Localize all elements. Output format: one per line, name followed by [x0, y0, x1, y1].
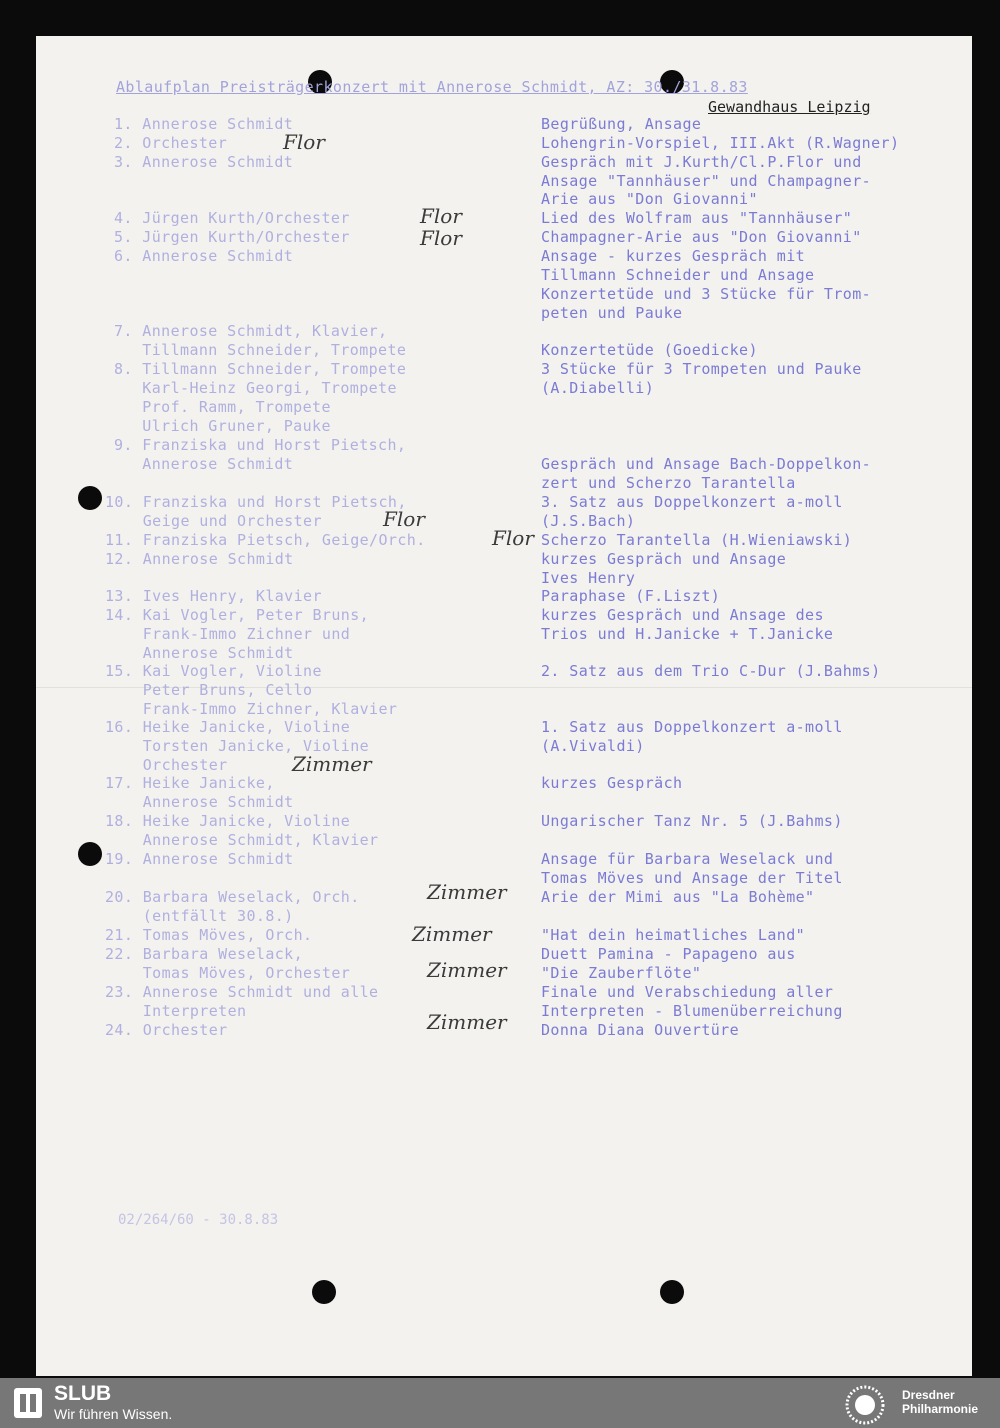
left-line: 14. Kai Vogler, Peter Bruns, — [105, 606, 370, 624]
punch-hole — [78, 842, 102, 866]
right-line: peten und Pauke — [541, 304, 683, 322]
left-line: Orchester — [105, 756, 228, 774]
right-line: Lohengrin-Vorspiel, III.Akt (R.Wagner) — [541, 134, 900, 152]
left-line: (entfällt 30.8.) — [105, 907, 294, 925]
slub-logo-icon — [12, 1386, 44, 1420]
dresdner-philharmonie-logo-icon — [842, 1382, 888, 1428]
right-line: Finale und Verabschiedung aller — [541, 983, 834, 1001]
handwritten-note: Flor — [383, 507, 425, 531]
right-line: Gespräch und Ansage Bach-Doppelkon- — [541, 455, 872, 473]
venue-stamp: Gewandhaus Leipzig — [708, 98, 871, 116]
right-line: Gespräch mit J.Kurth/Cl.P.Flor und — [541, 153, 862, 171]
right-line: Duett Pamina - Papageno aus — [541, 945, 796, 963]
dresdner-philharmonie-name — [902, 1388, 978, 1416]
left-line: Frank-Immo Zichner, Klavier — [105, 700, 398, 718]
left-line: 7. Annerose Schmidt, Klavier, — [114, 322, 388, 340]
left-line: Torsten Janicke, Violine — [105, 737, 370, 755]
handwritten-note: Flor — [492, 526, 534, 550]
right-line: zert und Scherzo Tarantella — [541, 474, 796, 492]
dp-name-line-1: Dresdner — [902, 1388, 955, 1402]
right-line: Scherzo Tarantella (H.Wieniawski) — [541, 531, 853, 549]
left-line: Interpreten — [105, 1002, 247, 1020]
left-line: 5. Jürgen Kurth/Orchester — [114, 228, 350, 246]
right-line: Champagner-Arie aus "Don Giovanni" — [541, 228, 862, 246]
left-line: Prof. Ramm, Trompete — [114, 398, 331, 416]
left-line: Annerose Schmidt, Klavier — [105, 831, 379, 849]
right-line: Paraphase (F.Liszt) — [541, 587, 721, 605]
right-line: Tillmann Schneider und Ansage — [541, 266, 815, 284]
right-line: Begrüßung, Ansage — [541, 115, 702, 133]
punch-hole — [660, 1280, 684, 1304]
right-line: Konzertetüde (Goedicke) — [541, 341, 758, 359]
right-line: 3. Satz aus Doppelkonzert a-moll — [541, 493, 843, 511]
slub-tagline: Wir führen Wissen. — [54, 1406, 173, 1422]
left-line: 22. Barbara Weselack, — [105, 945, 304, 963]
left-line: 4. Jürgen Kurth/Orchester — [114, 209, 350, 227]
right-line: Lied des Wolfram aus "Tannhäuser" — [541, 209, 853, 227]
left-line: Tillmann Schneider, Trompete — [114, 341, 407, 359]
right-line: Tomas Möves und Ansage der Titel — [541, 869, 843, 887]
right-line: 3 Stücke für 3 Trompeten und Pauke — [541, 360, 862, 378]
left-line: Annerose Schmidt — [114, 455, 294, 473]
left-line: 12. Annerose Schmidt — [105, 550, 294, 568]
right-line: Trios und H.Janicke + T.Janicke — [541, 625, 834, 643]
handwritten-note: Flor — [420, 204, 462, 228]
right-line: Ansage - kurzes Gespräch mit — [541, 247, 806, 265]
punch-hole — [312, 1280, 336, 1304]
left-line: Frank-Immo Zichner und — [105, 625, 351, 643]
handwritten-note: Flor — [283, 130, 325, 154]
right-line: kurzes Gespräch und Ansage — [541, 550, 787, 568]
right-line: (A.Diabelli) — [541, 379, 655, 397]
left-line: 1. Annerose Schmidt — [114, 115, 294, 133]
right-line: (A.Vivaldi) — [541, 737, 645, 755]
handwritten-note: Zimmer — [427, 880, 507, 904]
right-line: "Die Zauberflöte" — [541, 964, 702, 982]
right-line: Arie aus "Don Giovanni" — [541, 190, 758, 208]
left-line: 8. Tillmann Schneider, Trompete — [114, 360, 407, 378]
right-line: "Hat dein heimatliches Land" — [541, 926, 806, 944]
left-line: Ulrich Gruner, Pauke — [114, 417, 331, 435]
left-line: Karl-Heinz Georgi, Trompete — [114, 379, 397, 397]
left-line: 21. Tomas Möves, Orch. — [105, 926, 313, 944]
left-line: 9. Franziska und Horst Pietsch, — [114, 436, 407, 454]
handwritten-note: Zimmer — [412, 922, 492, 946]
handwritten-note: Zimmer — [427, 958, 507, 982]
right-line: kurzes Gespräch — [541, 774, 683, 792]
left-line: Peter Bruns, Cello — [105, 681, 313, 699]
left-line: 2. Orchester — [114, 134, 228, 152]
left-line: 19. Annerose Schmidt — [105, 850, 294, 868]
handwritten-note: Flor — [420, 226, 462, 250]
left-line: 11. Franziska Pietsch, Geige/Orch. — [105, 531, 426, 549]
left-line: Annerose Schmidt — [105, 793, 294, 811]
reference-number: 02/264/60 - 30.8.83 — [118, 1212, 279, 1228]
right-line: 1. Satz aus Doppelkonzert a-moll — [541, 718, 843, 736]
left-line: Tomas Möves, Orchester — [105, 964, 351, 982]
document-title: Ablaufplan Preisträgerkonzert mit Annerose Schmidt, AZ: 30./31.8.83 — [116, 78, 748, 96]
right-line: Ungarischer Tanz Nr. 5 (J.Bahms) — [541, 812, 843, 830]
left-line: 6. Annerose Schmidt — [114, 247, 294, 265]
right-line: kurzes Gespräch und Ansage des — [541, 606, 824, 624]
dp-name-line-2: Philharmonie — [902, 1402, 979, 1416]
right-line: Konzertetüde und 3 Stücke für Trom- — [541, 285, 872, 303]
left-line: 20. Barbara Weselack, Orch. — [105, 888, 360, 906]
right-line: Interpreten - Blumenüberreichung — [541, 1002, 843, 1020]
left-line: Geige und Orchester — [105, 512, 322, 530]
punch-hole — [78, 486, 102, 510]
left-line: 13. Ives Henry, Klavier — [105, 587, 322, 605]
left-line: 18. Heike Janicke, Violine — [105, 812, 351, 830]
right-line: 2. Satz aus dem Trio C-Dur (J.Bahms) — [541, 662, 881, 680]
left-line: 16. Heike Janicke, Violine — [105, 718, 351, 736]
right-line: Donna Diana Ouvertüre — [541, 1021, 740, 1039]
handwritten-note: Zimmer — [292, 752, 372, 776]
left-line: 15. Kai Vogler, Violine — [105, 662, 322, 680]
slub-name: SLUB — [54, 1382, 112, 1405]
right-line: Ives Henry — [541, 569, 636, 587]
left-line: Annerose Schmidt — [105, 644, 294, 662]
left-line: 10. Franziska und Horst Pietsch, — [105, 493, 407, 511]
left-line: 24. Orchester — [105, 1021, 228, 1039]
left-line: 23. Annerose Schmidt und alle — [105, 983, 379, 1001]
handwritten-note: Zimmer — [427, 1010, 507, 1034]
right-line: (J.S.Bach) — [541, 512, 636, 530]
left-line: 17. Heike Janicke, — [105, 774, 275, 792]
left-line: 3. Annerose Schmidt — [114, 153, 294, 171]
right-line: Arie der Mimi aus "La Bohème" — [541, 888, 815, 906]
right-line: Ansage "Tannhäuser" und Champagner- — [541, 172, 872, 190]
right-line: Ansage für Barbara Weselack und — [541, 850, 834, 868]
